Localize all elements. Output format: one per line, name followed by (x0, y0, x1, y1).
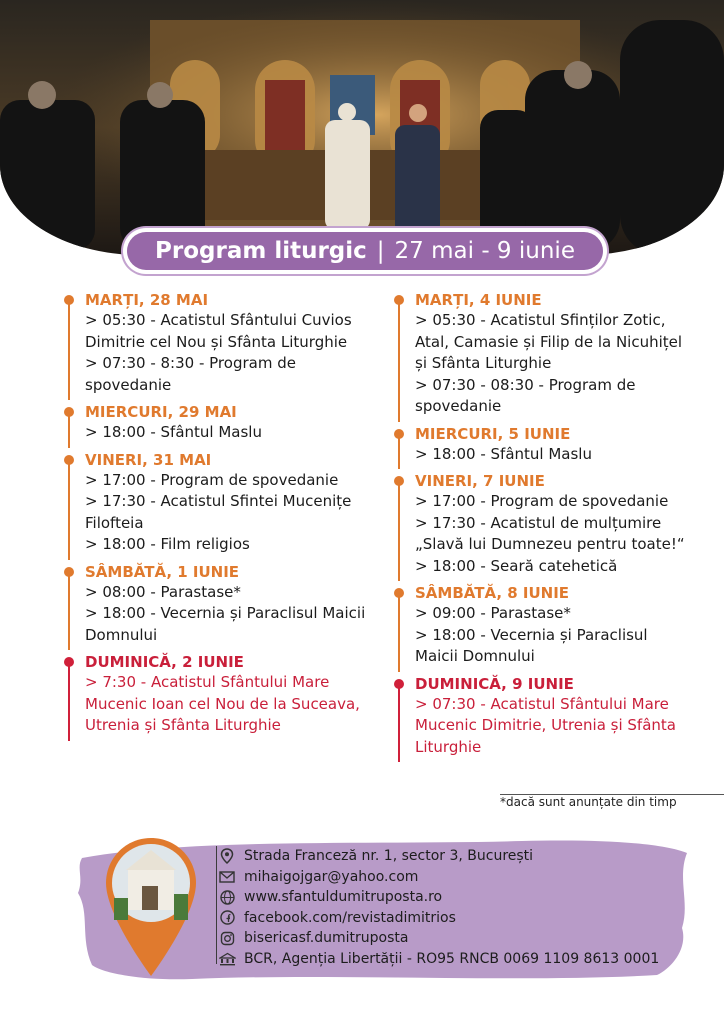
bank-card-icon (218, 950, 236, 968)
day-title: MARȚI, 28 MAI (85, 291, 209, 309)
schedule-entry: > 09:00 - Parastase* (415, 604, 571, 622)
schedule-entry: Mucenic Ioan cel Nou de la Suceava, (85, 694, 360, 713)
schedule-entry: Domnului (85, 625, 158, 644)
day-block-sunday (390, 674, 690, 759)
contact-bank-account (218, 949, 659, 969)
day-title: MIERCURI, 29 MAI (85, 403, 237, 421)
schedule-entry: > 18:00 - Sfântul Maslu (415, 444, 592, 463)
schedule-entry: > 17:30 - Acatistul Sfintei Mucenițe (85, 492, 352, 510)
contact-list (218, 846, 659, 969)
contact-text: BCR, Agenția Libertății - RO95 RNCB 0069 1109 8613 0001 (244, 950, 660, 967)
schedule-entry: Utrenia și Sfânta Liturghie (85, 716, 281, 734)
day-block (390, 471, 690, 577)
program-title-pill (123, 228, 607, 274)
church-location-pin (104, 836, 198, 978)
schedule-entry: Mucenic Dimitrie, Utrenia și Sfânta (415, 716, 676, 734)
schedule-entry: > 18:00 - Sfântul Maslu (85, 423, 262, 441)
contact-text[interactable]: mihaigojgar@yahoo.com (244, 868, 419, 885)
schedule-entry: > 05:30 - Acatistul Sfântului Cuvios (85, 311, 352, 329)
timeline-dot (394, 588, 404, 598)
schedule-entry: spovedanie (415, 397, 502, 415)
timeline-dot (394, 429, 404, 439)
contact-website[interactable] (218, 887, 659, 907)
timeline-dot (64, 407, 74, 417)
day-title: MARȚI, 4 IUNIE (415, 291, 542, 309)
schedule-entry: > 05:30 - Acatistul Sfinților Zotic, (415, 311, 666, 329)
globe-icon (218, 888, 236, 906)
timeline-dot (64, 567, 74, 577)
schedule-entry: > 18:00 - Seară catehetică (415, 556, 618, 575)
day-block (390, 583, 690, 668)
day-title: VINERI, 31 MAI (85, 450, 212, 469)
facebook-icon (218, 909, 236, 927)
envelope-icon (218, 868, 236, 886)
schedule-entry: > 07:30 - 08:30 - Program de (415, 375, 636, 394)
day-title: DUMINICĂ, 9 IUNIE (415, 674, 574, 693)
contact-text[interactable]: www.sfantuldumitruposta.ro (244, 889, 443, 905)
timeline-dot (64, 657, 74, 667)
schedule-entry: Filofteia (85, 513, 144, 532)
schedule-entry: > 17:00 - Program de spovedanie (415, 492, 669, 510)
day-title: SÂMBĂTĂ, 8 IUNIE (415, 584, 570, 602)
day-block (60, 562, 380, 647)
contact-text: Strada Franceză nr. 1, sector 3, București (244, 848, 534, 864)
schedule-entry: > 08:00 - Parastase* (85, 582, 241, 601)
timeline-dot (394, 476, 404, 486)
day-title: VINERI, 7 IUNIE (415, 472, 545, 490)
instagram-icon (218, 929, 236, 947)
schedule-entry: > 07:30 - Acatistul Sfântului Mare (415, 694, 669, 713)
contact-address (218, 846, 659, 866)
timeline-dot (64, 455, 74, 465)
schedule-column-left (60, 290, 380, 743)
location-pin-icon (218, 847, 236, 865)
schedule-entry: Atal, Camasie și Filip de la Nicuhițel (415, 332, 683, 351)
day-block (390, 290, 690, 418)
schedule-entry: și Sfânta Liturghie (415, 354, 552, 372)
contact-email[interactable] (218, 867, 659, 887)
program-date-range: 27 mai - 9 iunie (394, 238, 575, 264)
schedule-entry: > 18:00 - Vecernia și Paraclisul Maicii (85, 604, 366, 622)
schedule-entry: Liturghie (415, 737, 482, 756)
day-block-sunday (60, 652, 380, 737)
schedule-entry: „Slavă lui Dumnezeu pentru toate!“ (415, 535, 685, 553)
program-title: Program liturgic (155, 238, 367, 264)
schedule-entry: Dimitrie cel Nou și Sfânta Liturghie (85, 332, 348, 351)
schedule-entry: > 17:30 - Acatistul de mulțumire (415, 513, 662, 532)
timeline-dot (64, 295, 74, 305)
day-block (390, 424, 690, 466)
contact-text[interactable]: facebook.com/revistadimitrios (244, 909, 456, 926)
contact-text[interactable]: bisericasf.dumitruposta (244, 930, 409, 946)
schedule-entry: > 17:00 - Program de spovedanie (85, 470, 339, 489)
day-title: DUMINICĂ, 2 IUNIE (85, 653, 244, 671)
schedule-entry: > 18:00 - Film religios (85, 535, 250, 553)
church-interior-photo (0, 0, 724, 255)
day-block (60, 450, 380, 556)
timeline-dot (394, 295, 404, 305)
schedule-entry: Maicii Domnului (415, 647, 535, 665)
contacts-divider (216, 846, 217, 964)
day-block (60, 290, 380, 396)
contact-facebook[interactable] (218, 908, 659, 928)
day-title: SÂMBĂTĂ, 1 IUNIE (85, 562, 240, 581)
day-block (60, 402, 380, 444)
title-separator: | (376, 238, 385, 264)
schedule-entry: > 18:00 - Vecernia și Paraclisul (415, 625, 648, 644)
contact-instagram[interactable] (218, 928, 659, 948)
schedule-entry: > 07:30 - 8:30 - Program de spovedanie (85, 354, 296, 394)
schedule-entry: > 7:30 - Acatistul Sfântului Mare (85, 673, 330, 691)
schedule-column-right (390, 290, 690, 764)
footnote: *dacă sunt anunțate din timp (500, 795, 677, 809)
day-title: MIERCURI, 5 IUNIE (415, 424, 571, 443)
timeline-dot (394, 679, 404, 689)
